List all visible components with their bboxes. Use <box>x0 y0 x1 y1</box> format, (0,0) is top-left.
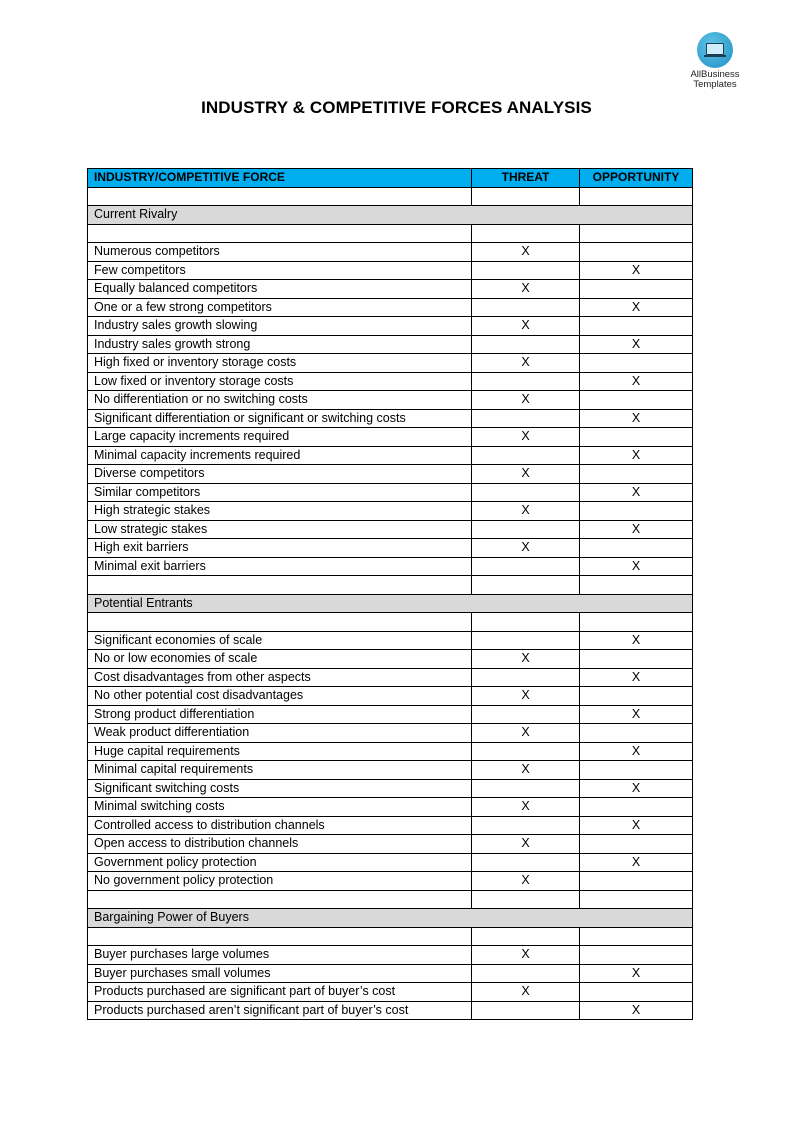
threat-cell <box>472 927 580 946</box>
table-header-row <box>88 169 693 188</box>
section-label: Potential Entrants <box>88 594 693 613</box>
threat-cell: X <box>472 465 580 484</box>
opportunity-cell <box>580 687 693 706</box>
opportunity-cell: X <box>580 816 693 835</box>
header-opportunity: OPPORTUNITY <box>580 169 693 188</box>
table-row <box>88 983 693 1002</box>
opportunity-cell: X <box>580 742 693 761</box>
laptop-logo-icon <box>697 32 733 68</box>
force-cell: Few competitors <box>88 261 472 280</box>
threat-cell <box>472 224 580 243</box>
header-threat: THREAT <box>472 169 580 188</box>
blank-row <box>88 890 693 909</box>
force-cell: No government policy protection <box>88 872 472 891</box>
table-row <box>88 779 693 798</box>
page-title: INDUSTRY & COMPETITIVE FORCES ANALYSIS <box>201 98 592 117</box>
force-cell: Diverse competitors <box>88 465 472 484</box>
force-cell: Equally balanced competitors <box>88 280 472 299</box>
opportunity-cell: X <box>580 520 693 539</box>
threat-cell <box>472 576 580 595</box>
threat-cell: X <box>472 983 580 1002</box>
threat-cell <box>472 816 580 835</box>
opportunity-cell <box>580 317 693 336</box>
force-cell: Buyer purchases small volumes <box>88 964 472 983</box>
brand-logo <box>688 32 742 90</box>
threat-cell <box>472 187 580 206</box>
threat-cell: X <box>472 317 580 336</box>
section-row <box>88 594 693 613</box>
force-cell: High exit barriers <box>88 539 472 558</box>
table-row <box>88 372 693 391</box>
threat-cell <box>472 335 580 354</box>
force-cell: Products purchased aren’t significant part of buyer’s cost <box>88 1001 472 1020</box>
opportunity-cell: X <box>580 261 693 280</box>
force-cell: Minimal exit barriers <box>88 557 472 576</box>
table-row <box>88 539 693 558</box>
opportunity-cell <box>580 391 693 410</box>
opportunity-cell: X <box>580 705 693 724</box>
threat-cell: X <box>472 280 580 299</box>
threat-cell <box>472 742 580 761</box>
opportunity-cell: X <box>580 853 693 872</box>
threat-cell: X <box>472 798 580 817</box>
force-cell: Low fixed or inventory storage costs <box>88 372 472 391</box>
threat-cell: X <box>472 946 580 965</box>
threat-cell <box>472 446 580 465</box>
threat-cell: X <box>472 354 580 373</box>
force-cell: Controlled access to distribution channels <box>88 816 472 835</box>
opportunity-cell <box>580 724 693 743</box>
force-cell <box>88 613 472 632</box>
table-row <box>88 391 693 410</box>
table-row <box>88 668 693 687</box>
force-cell: Government policy protection <box>88 853 472 872</box>
threat-cell: X <box>472 391 580 410</box>
opportunity-cell <box>580 613 693 632</box>
table-body <box>88 187 693 1020</box>
force-cell: Products purchased are significant part of buyer’s cost <box>88 983 472 1002</box>
table-row <box>88 409 693 428</box>
force-cell: Significant economies of scale <box>88 631 472 650</box>
threat-cell <box>472 964 580 983</box>
table-row <box>88 872 693 891</box>
force-cell: Significant differentiation or significant or switching costs <box>88 409 472 428</box>
opportunity-cell <box>580 502 693 521</box>
section-row <box>88 206 693 225</box>
table-row <box>88 446 693 465</box>
opportunity-cell: X <box>580 631 693 650</box>
threat-cell: X <box>472 428 580 447</box>
table-row <box>88 243 693 262</box>
force-cell: No differentiation or no switching costs <box>88 391 472 410</box>
section-label: Bargaining Power of Buyers <box>88 909 693 928</box>
threat-cell: X <box>472 724 580 743</box>
table-row <box>88 465 693 484</box>
opportunity-cell <box>580 465 693 484</box>
opportunity-cell <box>580 761 693 780</box>
force-cell: Buyer purchases large volumes <box>88 946 472 965</box>
force-cell: Significant switching costs <box>88 779 472 798</box>
table-row <box>88 853 693 872</box>
threat-cell: X <box>472 243 580 262</box>
section-label: Current Rivalry <box>88 206 693 225</box>
force-cell: Minimal capital requirements <box>88 761 472 780</box>
blank-row <box>88 224 693 243</box>
threat-cell: X <box>472 835 580 854</box>
threat-cell <box>472 483 580 502</box>
table-row <box>88 557 693 576</box>
opportunity-cell: X <box>580 779 693 798</box>
forces-table <box>87 168 693 1020</box>
opportunity-cell <box>580 280 693 299</box>
table-row <box>88 1001 693 1020</box>
brand-name <box>688 70 742 90</box>
threat-cell: X <box>472 539 580 558</box>
force-cell: Minimal switching costs <box>88 798 472 817</box>
opportunity-cell <box>580 224 693 243</box>
threat-cell: X <box>472 687 580 706</box>
force-cell <box>88 224 472 243</box>
section-row <box>88 909 693 928</box>
force-cell: Minimal capacity increments required <box>88 446 472 465</box>
opportunity-cell: X <box>580 409 693 428</box>
opportunity-cell <box>580 835 693 854</box>
force-cell: No or low economies of scale <box>88 650 472 669</box>
opportunity-cell <box>580 539 693 558</box>
table-row <box>88 631 693 650</box>
force-cell: Cost disadvantages from other aspects <box>88 668 472 687</box>
opportunity-cell <box>580 890 693 909</box>
blank-row <box>88 187 693 206</box>
blank-row <box>88 927 693 946</box>
force-cell <box>88 927 472 946</box>
opportunity-cell: X <box>580 335 693 354</box>
table-row <box>88 835 693 854</box>
opportunity-cell <box>580 243 693 262</box>
force-cell: High fixed or inventory storage costs <box>88 354 472 373</box>
opportunity-cell <box>580 187 693 206</box>
opportunity-cell: X <box>580 483 693 502</box>
threat-cell <box>472 890 580 909</box>
threat-cell <box>472 705 580 724</box>
force-cell: Numerous competitors <box>88 243 472 262</box>
force-cell: One or a few strong competitors <box>88 298 472 317</box>
threat-cell <box>472 779 580 798</box>
force-cell: Weak product differentiation <box>88 724 472 743</box>
opportunity-cell: X <box>580 1001 693 1020</box>
opportunity-cell <box>580 650 693 669</box>
threat-cell <box>472 409 580 428</box>
brand-line-2: Templates <box>693 79 737 90</box>
table-row <box>88 280 693 299</box>
opportunity-cell: X <box>580 372 693 391</box>
table-row <box>88 946 693 965</box>
force-cell: Large capacity increments required <box>88 428 472 447</box>
force-cell: Industry sales growth strong <box>88 335 472 354</box>
force-cell: Strong product differentiation <box>88 705 472 724</box>
threat-cell: X <box>472 502 580 521</box>
table-row <box>88 354 693 373</box>
opportunity-cell <box>580 798 693 817</box>
table-row <box>88 298 693 317</box>
opportunity-cell <box>580 927 693 946</box>
table-row <box>88 502 693 521</box>
table-row <box>88 483 693 502</box>
opportunity-cell: X <box>580 298 693 317</box>
table-row <box>88 428 693 447</box>
table-row <box>88 335 693 354</box>
table-row <box>88 816 693 835</box>
table-row <box>88 687 693 706</box>
threat-cell <box>472 853 580 872</box>
table-row <box>88 798 693 817</box>
table-row <box>88 317 693 336</box>
force-cell: Industry sales growth slowing <box>88 317 472 336</box>
opportunity-cell: X <box>580 446 693 465</box>
table-row <box>88 761 693 780</box>
force-cell: No other potential cost disadvantages <box>88 687 472 706</box>
threat-cell <box>472 613 580 632</box>
header-force: INDUSTRY/COMPETITIVE FORCE <box>88 169 472 188</box>
opportunity-cell: X <box>580 668 693 687</box>
table-row <box>88 261 693 280</box>
threat-cell: X <box>472 761 580 780</box>
opportunity-cell <box>580 872 693 891</box>
opportunity-cell <box>580 354 693 373</box>
threat-cell <box>472 298 580 317</box>
table-row <box>88 705 693 724</box>
opportunity-cell <box>580 428 693 447</box>
force-cell: Low strategic stakes <box>88 520 472 539</box>
table-row <box>88 520 693 539</box>
force-cell <box>88 576 472 595</box>
force-cell <box>88 187 472 206</box>
force-cell: Open access to distribution channels <box>88 835 472 854</box>
opportunity-cell <box>580 983 693 1002</box>
force-cell: Huge capital requirements <box>88 742 472 761</box>
threat-cell <box>472 261 580 280</box>
force-cell <box>88 890 472 909</box>
force-cell: Similar competitors <box>88 483 472 502</box>
blank-row <box>88 613 693 632</box>
threat-cell <box>472 668 580 687</box>
blank-row <box>88 576 693 595</box>
threat-cell <box>472 372 580 391</box>
table-row <box>88 742 693 761</box>
threat-cell: X <box>472 650 580 669</box>
opportunity-cell: X <box>580 964 693 983</box>
opportunity-cell <box>580 946 693 965</box>
threat-cell <box>472 631 580 650</box>
opportunity-cell <box>580 576 693 595</box>
threat-cell <box>472 1001 580 1020</box>
threat-cell <box>472 520 580 539</box>
brand-line-1: AllBusiness <box>690 69 740 80</box>
table-row <box>88 964 693 983</box>
opportunity-cell: X <box>580 557 693 576</box>
force-cell: High strategic stakes <box>88 502 472 521</box>
table-row <box>88 724 693 743</box>
table-row <box>88 650 693 669</box>
threat-cell <box>472 557 580 576</box>
threat-cell: X <box>472 872 580 891</box>
